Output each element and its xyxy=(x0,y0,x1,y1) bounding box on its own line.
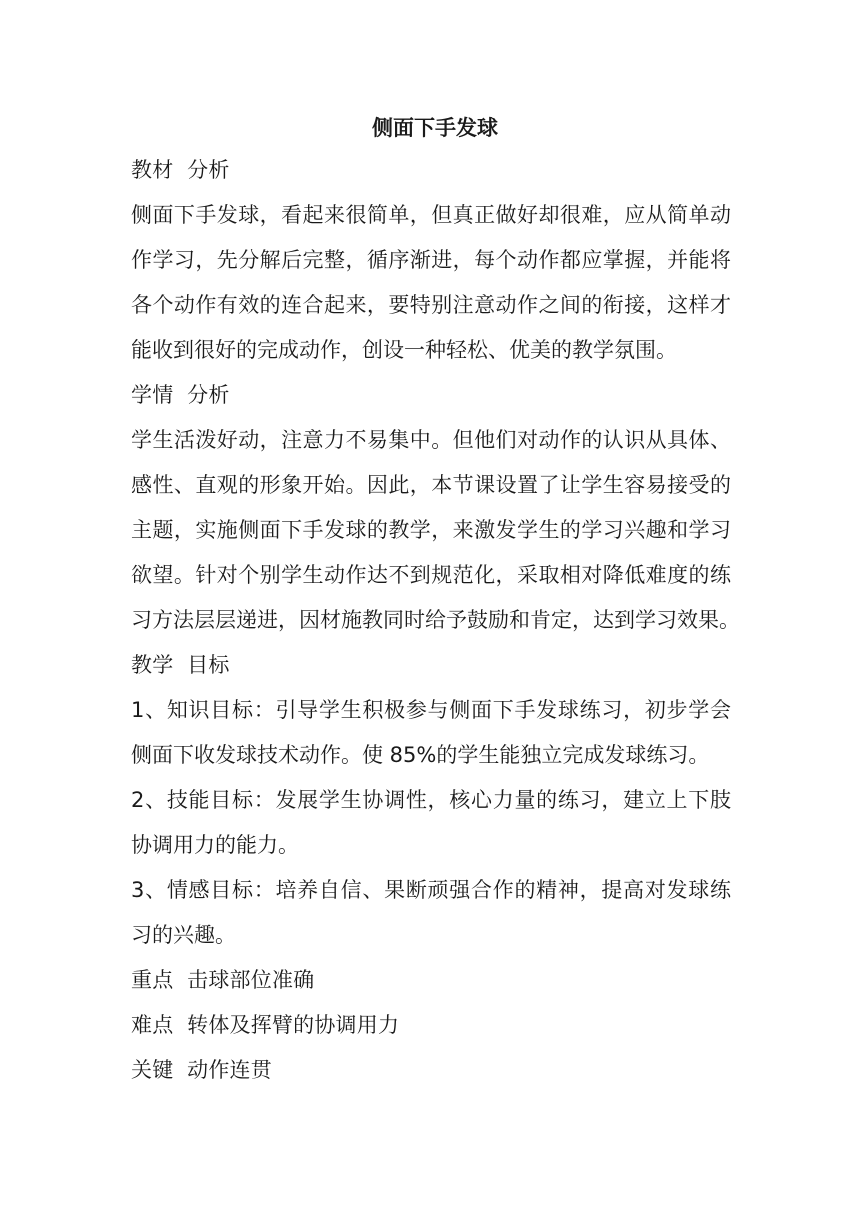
key-point-difficulty: 难点 转体及挥臂的协调用力 xyxy=(131,1013,400,1037)
section-heading-teaching-goals: 教学 目标 xyxy=(131,653,230,677)
paragraph-line: 协调用力的能力。 xyxy=(131,833,299,857)
section-heading-textbook-analysis: 教材 分析 xyxy=(131,158,230,182)
paragraph-line: 3、情感目标：培养自信、果断顽强合作的精神，提高对发球练 xyxy=(131,878,731,902)
goal-skill xyxy=(131,778,731,868)
key-point-key: 关键 动作连贯 xyxy=(131,1058,272,1082)
paragraph-line: 1、知识目标：引导学生积极参与侧面下手发球练习，初步学会 xyxy=(131,698,731,722)
student-analysis-paragraph xyxy=(131,418,740,643)
paragraph-line: 习的兴趣。 xyxy=(131,923,236,947)
paragraph-line: 学生活泼好动，注意力不易集中。但他们对动作的认识从具体、 xyxy=(131,428,731,452)
document-title: 侧面下手发球 xyxy=(372,116,498,140)
paragraph-line: 能收到很好的完成动作，创设一种轻松、优美的教学氛围。 xyxy=(131,338,677,362)
key-point-focus: 重点 击球部位准确 xyxy=(131,968,315,992)
paragraph-line: 作学习，先分解后完整，循序渐进，每个动作都应掌握，并能将 xyxy=(131,248,731,272)
document-page xyxy=(131,108,740,1093)
paragraph-line: 侧面下手发球，看起来很简单，但真正做好却很难，应从简单动 xyxy=(131,203,731,227)
section-heading-student-analysis: 学情 分析 xyxy=(131,383,230,407)
paragraph-line: 感性、直观的形象开始。因此，本节课设置了让学生容易接受的 xyxy=(131,473,731,497)
paragraph-line: 主题，实施侧面下手发球的教学，来激发学生的学习兴趣和学习 xyxy=(131,518,731,542)
paragraph-line: 欲望。针对个别学生动作达不到规范化，采取相对降低难度的练 xyxy=(131,563,731,587)
paragraph-line: 习方法层层递进，因材施教同时给予鼓励和肯定，达到学习效果。 xyxy=(131,608,740,632)
goal-emotion xyxy=(131,868,731,958)
paragraph-line: 侧面下收发球技术动作。使 85%的学生能独立完成发球练习。 xyxy=(131,743,710,767)
goal-knowledge xyxy=(131,688,731,778)
textbook-analysis-paragraph xyxy=(131,193,731,373)
paragraph-line: 各个动作有效的连合起来，要特别注意动作之间的衔接，这样才 xyxy=(131,293,731,317)
paragraph-line: 2、技能目标：发展学生协调性，核心力量的练习，建立上下肢 xyxy=(131,788,731,812)
